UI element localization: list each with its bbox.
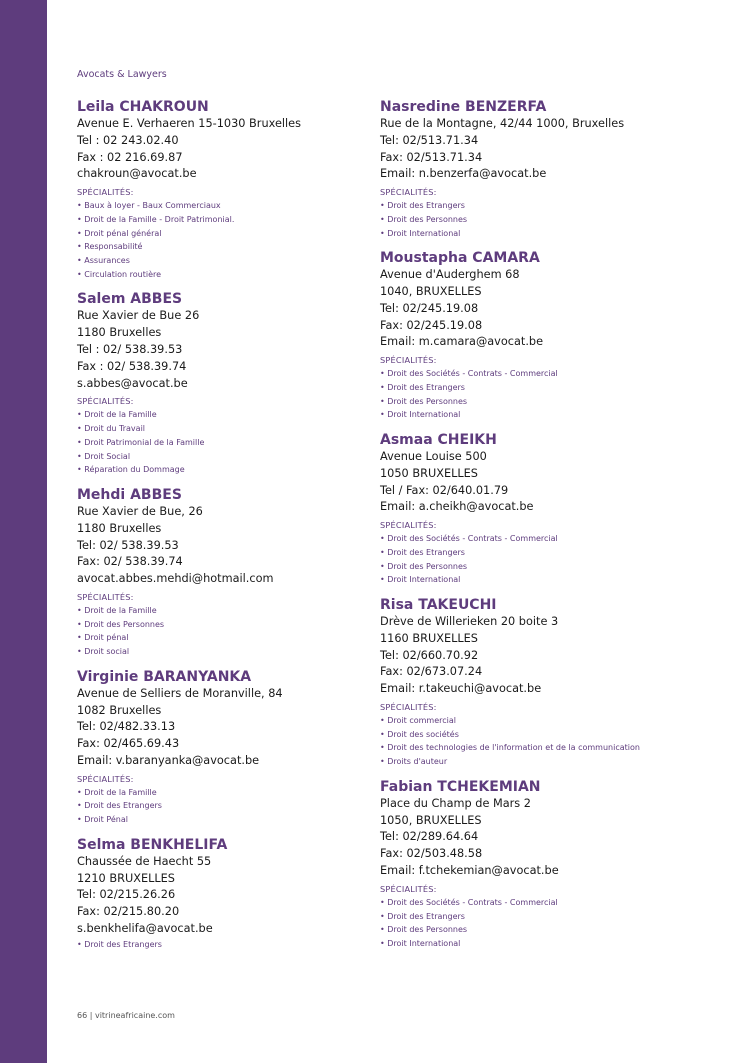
contact-line[interactable]: Email: a.cheikh@avocat.be [380,500,534,514]
lawyer-name: Virginie BARANYANKA [77,668,252,685]
specialty-item: • Droit Social [77,451,131,461]
specialty-item: • Droit des Etrangers [380,911,465,921]
contact-line: 1050 BRUXELLES [380,466,478,480]
contact-line: Fax : 02/ 538.39.74 [77,359,187,373]
specialties-heading: SPÉCIALITÉS: [77,396,134,407]
contact-line: 1210 BRUXELLES [77,871,175,885]
specialty-item: • Droit des Sociétés - Contrats - Commercial [380,897,558,907]
lawyer-entry [380,778,680,951]
contact-line: Drève de Willerieken 20 boite 3 [380,615,559,629]
specialty-item: • Droit des Personnes [380,214,468,224]
contact-line: Tel / Fax: 02/640.01.79 [380,483,509,497]
contact-line: Tel : 02 243.02.40 [77,133,179,147]
specialty-item: • Droit des Personnes [380,396,468,406]
contact-line: Chaussée de Haecht 55 [77,854,212,868]
specialty-item: • Droit pénal général [77,228,162,238]
contact-line: Avenue d'Auderghem 68 [380,268,520,282]
specialty-item: • Droit des Personnes [380,925,468,935]
specialty-item: • Droit des Personnes [380,561,468,571]
specialty-item: • Droit des Etrangers [77,801,162,811]
contact-line[interactable]: s.abbes@avocat.be [77,376,188,390]
contact-line: 1082 Bruxelles [77,703,162,717]
specialty-item: • Droit du Travail [77,424,146,434]
specialty-item: • Assurances [77,256,130,265]
contact-line[interactable]: Email: r.takeuchi@avocat.be [380,682,542,696]
lawyer-name: Leila CHAKROUN [77,99,209,115]
lawyer-entry [380,98,680,240]
specialty-item: • Droit International [380,410,461,420]
lawyer-name: Salem ABBES [77,291,183,308]
contact-line: 1180 Bruxelles [77,521,162,535]
page-header: Avocats & Lawyers [77,69,167,80]
specialty-item: • Droit de la Famille - Droit Patrimonial. [77,214,235,224]
lawyer-name: Asmaa CHEIKH [380,432,497,449]
specialty-item: • Droit commercial [380,716,456,726]
contact-line: Rue de la Montagne, 42/44 1000, Bruxelles [380,117,625,130]
lawyer-entry [380,431,680,587]
contact-line: 1040, BRUXELLES [380,285,482,299]
contact-line: Avenue Louise 500 [380,450,487,464]
page-footer: 66 | vitrineafricaine.com [77,1011,175,1020]
contact-line: Fax: 02/673.07.24 [380,665,483,679]
specialties-heading: SPÉCIALITÉS: [380,702,437,713]
lawyer-entry [77,98,357,281]
specialty-item: • Circulation routière [77,269,162,279]
specialty-item: • Droit des Sociétés - Contrats - Commercial [380,369,558,379]
specialty-item: • Droit de la Famille [77,410,157,420]
contact-line: Fax: 02/245.19.08 [380,318,483,332]
contact-line: Tel: 02/ 538.39.53 [77,538,179,552]
lawyer-entry [77,290,357,477]
sidebar-band [0,0,47,1063]
specialty-item: • Droit Pénal [77,815,128,825]
contact-line: Fax: 02/513.71.34 [380,150,483,164]
specialty-item: • Réparation du Dommage [77,465,185,475]
contact-line[interactable]: Email: n.benzerfa@avocat.be [380,167,547,181]
specialty-item: • Droit International [380,575,461,585]
specialties-heading: SPÉCIALITÉS: [380,187,437,198]
contact-line[interactable]: Email: v.baranyanka@avocat.be [77,753,260,767]
contact-line[interactable]: chakroun@avocat.be [77,167,197,181]
specialty-item: • Droit de la Famille [77,787,157,797]
lawyer-name: Nasredine BENZERFA [380,99,547,115]
contact-line: Tel : 02/ 538.39.53 [77,343,183,356]
lawyer-entry [77,668,357,827]
lawyer-name: Selma BENKHELIFA [77,836,228,853]
contact-line: Tel: 02/215.26.26 [77,888,176,902]
contact-line: Tel: 02/660.70.92 [380,648,479,662]
contact-line: Fax: 02/215.80.20 [77,905,180,919]
lawyer-name: Risa TAKEUCHI [380,597,497,614]
contact-line: 1050, BRUXELLES [380,813,482,827]
contact-line: 1180 Bruxelles [77,326,162,340]
specialty-item: • Droit International [380,938,461,948]
specialty-item: • Droit des Sociétés - Contrats - Commercial [380,534,558,544]
left-column [77,98,357,960]
contact-line[interactable]: Email: f.tchekemian@avocat.be [380,864,559,878]
contact-line: Tel: 02/482.33.13 [77,720,176,734]
specialty-item: • Droit des Etrangers [380,382,465,392]
contact-line[interactable]: avocat.abbes.mehdi@hotmail.com [77,572,274,586]
contact-line: Fax: 02/ 538.39.74 [77,555,183,569]
lawyer-entry [77,486,357,659]
contact-line: Avenue E. Verhaeren 15-1030 Bruxelles [77,117,302,130]
lawyer-entry [380,249,680,422]
contact-line: Tel: 02/289.64.64 [380,830,479,844]
lawyer-entry [380,596,680,769]
specialties-heading: SPÉCIALITÉS: [380,883,437,894]
specialty-item: • Droit des sociétés [380,729,459,739]
lawyer-name: Fabian TCHEKEMIAN [380,778,541,795]
contact-line: Fax: 02/503.48.58 [380,847,483,861]
specialty-item: • Droit International [380,228,461,238]
contact-line: Fax : 02 216.69.87 [77,150,183,164]
right-column [380,98,680,960]
specialty-item: • Baux à loyer - Baux Commerciaux [77,201,221,211]
specialty-item: • Responsabilité [77,242,143,252]
specialties-heading: SPÉCIALITÉS: [77,591,134,602]
lawyer-name: Moustapha CAMARA [380,250,540,267]
contact-line: 1160 BRUXELLES [380,631,478,645]
specialty-item: • Droit des Personnes [77,619,165,629]
contact-line: Avenue de Selliers de Moranville, 84 [77,686,283,700]
contact-line: Rue Xavier de Bue 26 [77,309,200,323]
specialty-item: • Droit des technologies de l'information et de la communication [380,743,640,753]
specialty-item: • Droits d'auteur [380,757,448,767]
specialty-item: • Droit Patrimonial de la Famille [77,437,205,447]
specialties-heading: SPÉCIALITÉS: [380,355,437,366]
specialties-heading: SPÉCIALITÉS: [77,187,134,198]
specialty-item: • Droit social [77,647,130,656]
specialties-heading: SPÉCIALITÉS: [77,773,134,784]
lawyer-name: Mehdi ABBES [77,486,182,503]
contact-line: Fax: 02/465.69.43 [77,737,180,751]
contact-line: Rue Xavier de Bue, 26 [77,504,203,518]
contact-line: Place du Champ de Mars 2 [380,796,531,810]
specialty-item: • Droit des Etrangers [380,547,465,557]
contact-line: Tel: 02/513.71.34 [380,133,479,147]
contact-line[interactable]: Email: m.camara@avocat.be [380,335,544,349]
contact-line[interactable]: s.benkhelifa@avocat.be [77,921,213,935]
specialty-item: • Droit pénal [77,633,129,643]
specialty-item: • Droit des Etrangers [77,939,162,949]
specialties-heading: SPÉCIALITÉS: [380,520,437,531]
lawyer-entry [77,836,357,952]
specialty-item: • Droit de la Famille [77,605,157,615]
contact-line: Tel: 02/245.19.08 [380,301,479,315]
specialty-item: • Droit des Etrangers [380,201,465,211]
